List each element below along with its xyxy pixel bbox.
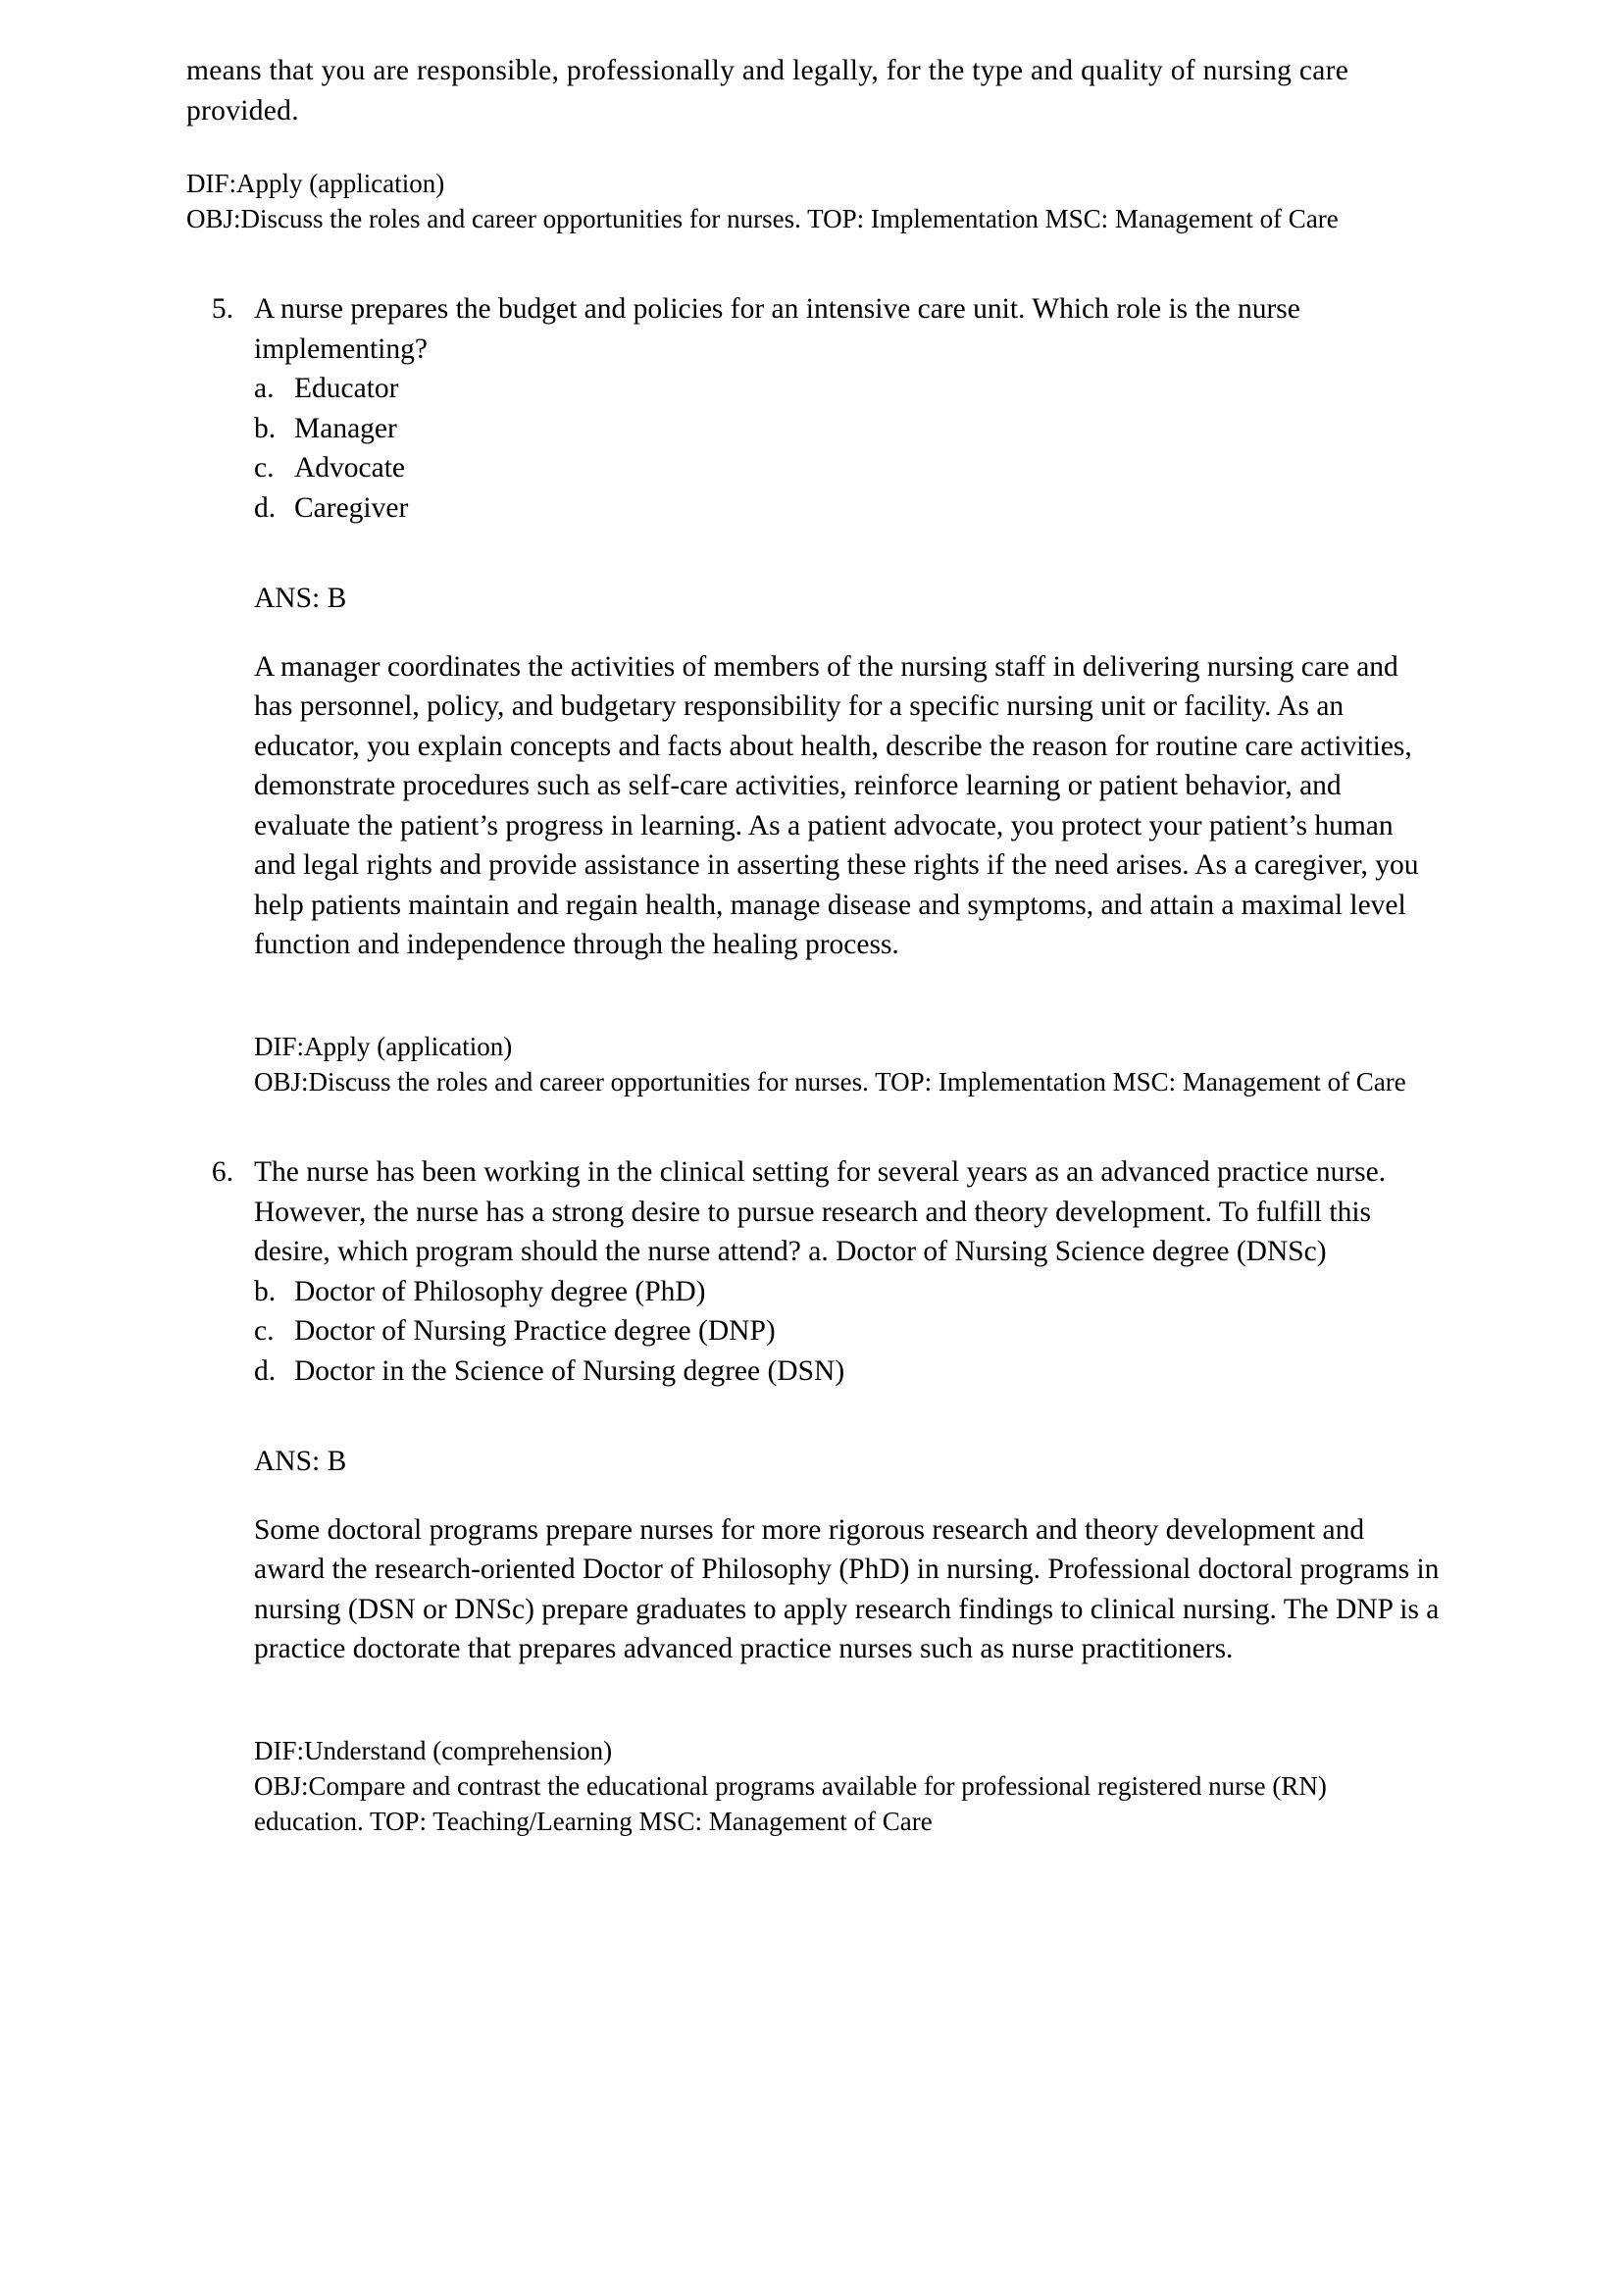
option-label: Advocate: [294, 452, 406, 484]
spacer: [254, 1391, 1442, 1412]
question-number-5: 5.: [211, 293, 233, 325]
spacer: [186, 1099, 1442, 1152]
option-b[interactable]: [254, 409, 1442, 449]
dif-line-q4: DIF:Apply (application): [186, 169, 445, 198]
option-d[interactable]: [254, 488, 1442, 529]
question-item-6: [186, 1152, 1442, 1272]
option-b[interactable]: [254, 1272, 1442, 1312]
option-label: Educator: [294, 373, 399, 404]
spacer: [254, 528, 1442, 549]
spacer: [186, 236, 1442, 289]
explanation-6: Some doctoral programs prepare nurses for more rigorous research and theory development and award the research-oriented Doctor of Philosophy (PhD) in nursing. Professional doctoral programs in nursing (DSN or DNSc) prepare graduates to apply research findings to clinical nursing. The DNP is a practice doctorate that prepares advanced practice nurses such as nurse practitioners.: [254, 1513, 1440, 1664]
dif-line-q5: DIF:Apply (application): [254, 1032, 513, 1061]
options-list-6: [254, 1272, 1442, 1392]
obj-line-q5: OBJ:Discuss the roles and career opportunities for nurses. TOP: Implementation MSC: Management of Care: [254, 1067, 1406, 1096]
option-label: Doctor of Nursing Practice degree (DNP): [294, 1315, 776, 1347]
option-letter: d.: [254, 1354, 277, 1387]
option-c[interactable]: [254, 448, 1442, 488]
question-stem-6: The nurse has been working in the clinical setting for several years as an advanced practice nurse. However, the nurse has a strong desire to pursue research and theory development. To fulfill this desire, which program should the nurse attend? a. Doctor of Nursing Science degree (DNSc): [254, 1156, 1387, 1267]
spacer: [254, 1698, 1442, 1733]
continuation-paragraph: means that you are responsible, professionally and legally, for the type and quality of nursing care provided.: [186, 55, 1349, 127]
option-letter: c.: [254, 452, 275, 484]
option-a[interactable]: [254, 369, 1442, 409]
option-letter: b.: [254, 1275, 277, 1307]
option-letter: b.: [254, 412, 277, 444]
question-item-5: [186, 289, 1442, 369]
option-d[interactable]: [254, 1352, 1442, 1392]
answer-line-6: ANS: B: [254, 1445, 347, 1477]
obj-line-q4: OBJ:Discuss the roles and career opportunities for nurses. TOP: Implementation MSC: Management of Care: [186, 204, 1339, 233]
page-content: [186, 51, 1442, 1839]
option-letter: d.: [254, 491, 277, 524]
spacer: [254, 994, 1442, 1029]
option-c[interactable]: [254, 1311, 1442, 1352]
option-label: Doctor of Philosophy degree (PhD): [294, 1275, 706, 1307]
question-6-body: [186, 1272, 1442, 1840]
dif-line-q6: DIF:Understand (comprehension): [254, 1736, 613, 1765]
option-label: Doctor in the Science of Nursing degree (DSN): [294, 1354, 845, 1387]
question-stem-5: A nurse prepares the budget and policies for an intensive care unit. Which role is the nurse implementing?: [254, 293, 1300, 365]
option-label: Caregiver: [294, 491, 409, 524]
obj-line-q6: OBJ:Compare and contrast the educational programs available for professional registered nurse (RN) education. TOP: Teaching/Learning MSC: Management of Care: [254, 1771, 1327, 1836]
question-5-body: [186, 369, 1442, 1099]
question-number-6: 6.: [211, 1156, 233, 1188]
answer-line-5: ANS: B: [254, 582, 347, 614]
option-letter: c.: [254, 1315, 275, 1347]
options-list-5: [254, 369, 1442, 528]
option-letter: a.: [254, 373, 275, 404]
spacer: [186, 130, 1442, 166]
option-label: Manager: [294, 412, 397, 444]
explanation-5: A manager coordinates the activities of members of the nursing staff in delivering nursing care and has personnel, policy, and budgetary responsibility for a specific nursing unit or facility. As an educator, you explain concepts and facts about health, describe the reason for routine care activities, demonstrate procedures such as self-care activities, reinforce learning or patient behavior, and evaluate the patient’s progress in learning. As a patient advocate, you protect your patient’s human and legal rights and provide assistance in asserting these rights if the need arises. As a caregiver, you help patients maintain and regain health, manage disease and symptoms, and attain a maximal level function and independence through the healing process.: [254, 650, 1419, 960]
